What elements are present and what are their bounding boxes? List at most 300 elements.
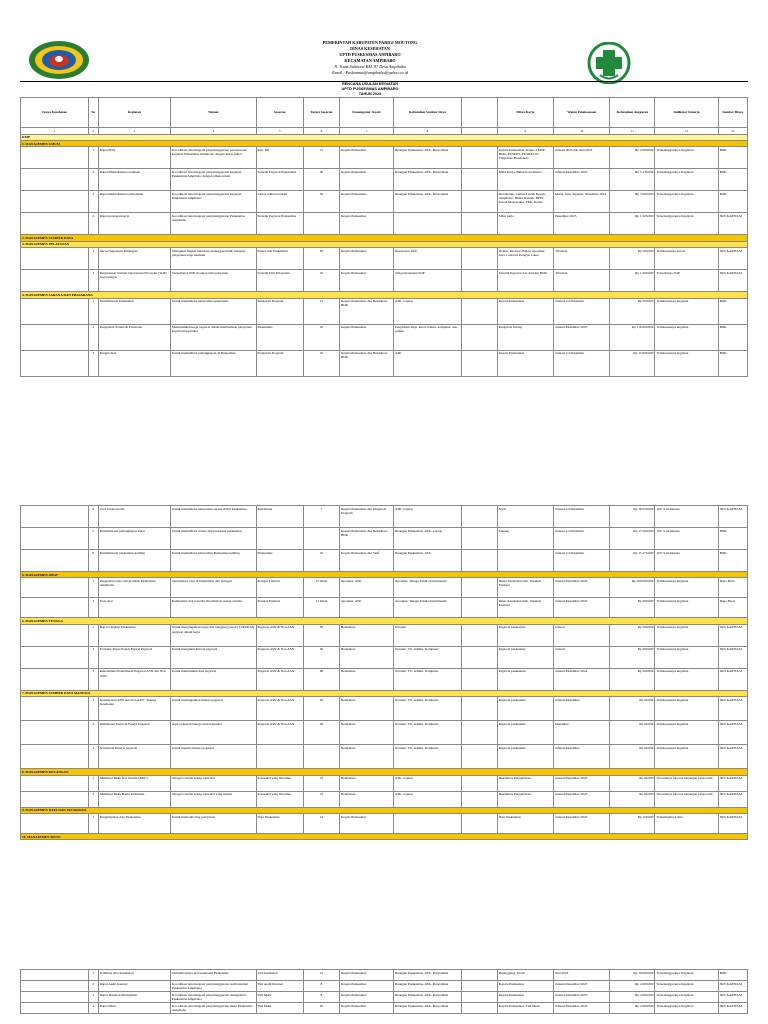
table-cell: Seluruh Pegawai Puskesmas (256, 213, 303, 235)
table-cell: Januari-Desember (554, 745, 610, 769)
table-cell: Kepala Puskesmas (339, 270, 393, 292)
table-body-page-2 (21, 506, 748, 840)
table-cell: Terselenggaranya Kegiatan (655, 1003, 718, 1014)
table-cell (461, 528, 497, 550)
table-cell: Mengukur tingkat kepuasan pelanggan untuk menjaga pelayanan tetap bermutu (170, 248, 256, 270)
table-cell: Januari-Desember 2023 (554, 813, 610, 833)
table-cell: Evaluasi Tugas Pokok Fungsi Pegawai (98, 646, 170, 668)
table-cell: Rapat Minilokakarya tribulanan (98, 191, 170, 213)
table-cell (461, 298, 497, 324)
table-cell: JKN KAPITASI (718, 248, 747, 270)
table-cell: Mitra kerja (497, 213, 553, 235)
table-cell: Notulen, TU, Admin, Komputer (394, 668, 462, 690)
section-title: 3. MANAJEMEN PELAYANAN (21, 241, 748, 247)
table-cell: Rp 500.000 (610, 248, 655, 270)
table-cell: Sebagai catatan setiap transaksi (170, 775, 256, 791)
table-cell: Kepala Puskesmas (497, 992, 553, 1003)
table-cell: Pemeliharaan puskesmas keliling (98, 550, 170, 572)
table-cell: Januari-Desember 2023 (554, 169, 610, 191)
table-cell: 2 (88, 128, 98, 134)
table-cell: Seluruh Unit Pelayanan (256, 270, 303, 292)
table-cell: Sebagai catatan setiap transaksi yang masuk (170, 791, 256, 807)
table-row (21, 1003, 748, 1014)
table-cell (461, 270, 497, 292)
table-cell: Rapat Lingkup Puskesmas (98, 624, 170, 646)
table-cell: 13 (718, 128, 747, 134)
column-header: Penanggung Jawab (339, 98, 393, 128)
table-cell: Koordinasi dan integrasi penyelenggaraan kegiatan Puskesmas Ampibabo dengan pihak terkait (170, 169, 256, 191)
table-cell: 3 (88, 350, 98, 376)
table-cell (21, 775, 89, 791)
table-cell: Kendaraan (256, 506, 303, 528)
table-cell: 2 (88, 324, 98, 350)
table-cell: Pegawai puskesmas (497, 624, 553, 646)
table-cell (21, 213, 89, 235)
table-cell: Kepala Puskesmas (339, 981, 393, 992)
table-cell: Terselenggaranya Kegiatan (655, 147, 718, 169)
table-cell: Terlaksananya kegiatan (655, 324, 718, 350)
table-cell: 1 (88, 298, 98, 324)
table-cell: Pegawai ASN & Non ASN (256, 624, 303, 646)
table-cell: Januari s/d Desember (554, 550, 610, 572)
section-title: 7. MANAJEMEN SUMBER DAYA MANUSIA (21, 690, 748, 696)
table-cell: Terselenggaranya Kegiatan (655, 191, 718, 213)
table-cell: Data Puskesmas (497, 813, 553, 833)
table-cell: ATK (394, 350, 462, 376)
section-title: 10. MANAJEMEN MUTU (21, 833, 748, 839)
letterhead-government: PEMERINTAH KABUPATEN PARIGI MOUTONG (322, 40, 418, 45)
table-cell: Penyusunan Standar Operasional Prosedur (SOP) bagi petugas (98, 270, 170, 292)
table-cell: 1 (88, 970, 98, 981)
document-title-main: RENCANA USULAN KEGIATAN (341, 82, 399, 86)
table-cell: 12 (303, 298, 339, 324)
table-cell: 8 (303, 981, 339, 992)
table-cell (461, 745, 497, 769)
table-cell: Notulen, TU, Admin, Komputer (394, 721, 462, 745)
table-cell: Rp 17.500.000 (610, 528, 655, 550)
table-cell: Pegawai puskesmas (497, 721, 553, 745)
table-cell (461, 646, 497, 668)
table-cell: Desember (554, 721, 610, 745)
table-cell: Kepala Puskesmas dan Pengelola Program (339, 506, 393, 528)
table-cell: Kep. KP (256, 147, 303, 169)
table-cell: Data Puskesmas (256, 813, 303, 833)
table-cell: Triwulan (554, 248, 610, 270)
table-cell: Januari-Desember 2023 (554, 598, 610, 618)
table-cell: Terlaksananya kegiatan (655, 668, 718, 690)
table-cell (461, 578, 497, 598)
table-cell: Seluruh Pegawai Puskesmas (256, 169, 303, 191)
table-cell: Sosialisasi Kinerja pegawai (98, 745, 170, 769)
table-cell: Kepala Puskesmas (339, 970, 393, 981)
table-row (21, 298, 748, 324)
table-row (21, 578, 748, 598)
table-cell: 1 (88, 147, 98, 169)
table-cell: Untuk meningkatkan kinerja pegawai (170, 697, 256, 721)
table-cell: Rapat persiapan kerja (98, 213, 170, 235)
table-cell: Rekonsiliasi Penerimaan Pegawai ASN dan Non ASN (98, 668, 170, 690)
table-cell (21, 791, 89, 807)
table-cell: Seluruh Pegawai dan Jejaring BOK (497, 270, 553, 292)
table-cell: 2 (88, 169, 98, 191)
table-row (21, 697, 748, 721)
table-cell: 1 (303, 506, 339, 528)
table-row (21, 213, 748, 235)
table-cell: JKN KAPITASI (718, 646, 747, 668)
table-cell (21, 721, 89, 745)
table-cell: 50 (303, 646, 339, 668)
table-cell: Bendahara (339, 697, 393, 721)
table-cell: 3 (88, 191, 98, 213)
table-cell: Bendahara (339, 624, 393, 646)
table-cell: Membuat Buku Bantu Pembantu (98, 791, 170, 807)
table-cell: Puskesmas (256, 550, 303, 572)
table-cell: Kepala Puskesmas (339, 169, 393, 191)
table-cell: Tercatatnya laporan keuangan yang tertib (655, 775, 718, 791)
table-cell: 7 (339, 128, 393, 134)
document-page-1 (0, 0, 768, 460)
table-cell: Kepala Puskesmas (339, 147, 393, 169)
table-cell (21, 992, 89, 1003)
table-cell: ATK, Laptop (394, 775, 462, 791)
health-cross-logo (584, 42, 634, 84)
section-title: 5. MANAJEMEN OBAT (21, 572, 748, 578)
table-cell: Rp 100.000.000 (610, 578, 655, 598)
table-cell: Untuk mengingatkan tugas dan tanggung jawab (TUPOKSI) pegawai dalam kerja (170, 624, 256, 646)
table-cell: Maret, Juni, Agustus, Desember 2023 (554, 191, 610, 213)
table-cell: Januari (554, 624, 610, 646)
table-cell: 3 (88, 668, 98, 690)
table-cell: 12 (655, 128, 718, 134)
table-cell: Terlaksananya kegiatan (655, 578, 718, 598)
table-cell: Notulen, TU, Admin, Komputer (394, 697, 462, 721)
table-cell (394, 213, 462, 235)
table-cell: Terlaksananya kegiatan (655, 350, 718, 376)
table-cell: Januari-Desember 2023 (554, 1003, 610, 1014)
table-row (21, 668, 748, 690)
table-cell: Koordinasi dan integrasi penyelenggaraan mutu Puskesmas Ampibabo (170, 1003, 256, 1014)
table-cell: Rp 1.500.000 (610, 270, 655, 292)
table-cell (21, 578, 89, 598)
table-cell: Mitra Kerja, Bidan Koordinator (497, 169, 553, 191)
table-cell (21, 270, 89, 292)
table-cell: Rp 7.000.000 (610, 191, 655, 213)
table-cell: Rp 5.130.000 (610, 169, 655, 191)
table-cell: Januari-Desember 2023 (554, 981, 610, 992)
table-cell (21, 697, 89, 721)
table-cell (461, 147, 497, 169)
table-cell (21, 147, 89, 169)
table-cell (21, 298, 89, 324)
table-cell: Lintas sektoral terkait (256, 191, 303, 213)
table-cell: Rp 2.000.000 (610, 147, 655, 169)
table-cell: Terselenggaranya Kegiatan (655, 970, 718, 981)
table-cell: Kepala Puskesmas dan Bendahara BOK (339, 528, 393, 550)
table-cell: Pegawai ASN & Non ASN (256, 721, 303, 745)
table-cell (394, 813, 462, 833)
table-cell: ATK, Laptop (394, 791, 462, 807)
activity-table-page-2 (20, 505, 748, 840)
table-cell: 10 (303, 270, 339, 292)
table-cell: JKN KAPITASI (718, 745, 747, 769)
table-cell: Ruangan Puskesmas, ATK (394, 550, 462, 572)
table-cell: Kebutuhan obat tersedia dan dikelola sesuai standar (170, 598, 256, 618)
table-cell: Dinas Kesehatan Kab. Instalasi Farmasi (497, 578, 553, 598)
table-cell: Terlaksananya kegiatan (655, 646, 718, 668)
table-cell: Triwulan (554, 270, 610, 292)
table-cell: Rp 110.000.000 (610, 324, 655, 350)
table-cell: Membuat Buku Kas Umum (BKU) (98, 775, 170, 791)
table-row (21, 813, 748, 833)
table-cell: Desember 2023 (554, 213, 610, 235)
table-cell: Kepala Puskesmas dan Staff (339, 550, 393, 572)
table-cell (461, 813, 497, 833)
table-cell: Kepala Puskesmas (339, 324, 393, 350)
table-cell: 50 (303, 169, 339, 191)
table-cell: Kepala Puskesmas dan Bendahara BOK (339, 350, 393, 376)
table-cell: 5 (88, 528, 98, 550)
table-cell (461, 324, 497, 350)
table-cell: JKN KAPITASI (718, 213, 747, 235)
table-cell: Terlaksananya kegiatan (655, 598, 718, 618)
table-cell: Pemeliharaan perlengkapan kerja (98, 528, 170, 550)
table-cell: Terlaksananya kegiatan (655, 745, 718, 769)
table-cell: Dana Pusat (718, 598, 747, 618)
table-cell: Rp 15.000.000 (610, 350, 655, 376)
table-cell: BOK (718, 169, 747, 191)
table-cell: Kepala Puskesmas (339, 1003, 393, 1014)
table-cell: BOK (718, 324, 747, 350)
table-cell: Terlaksananya kegiatan (655, 624, 718, 646)
table-cell: 40 (303, 697, 339, 721)
table-cell (461, 550, 497, 572)
section-title: 9. MANAJEMEN DATA DAN INFORMASI (21, 807, 748, 813)
table-cell: Kecamatan, Camat, Lurah, Kepala Ampibabo, Bidan Praktek, BPJS, Tokoh Masyarakat, PKK, Kader (497, 191, 553, 213)
table-cell: 9 (497, 128, 553, 134)
table-cell: Rp 2.000.000 (610, 981, 655, 992)
table-cell: Kepala Puskesmas (339, 992, 393, 1003)
table-cell: Rapat Minilokakarya bulanan (98, 169, 170, 191)
table-cell: 6 (88, 550, 98, 572)
table-cell: JKN KAPITASI (718, 813, 747, 833)
table-row (21, 324, 748, 350)
table-cell: Kepala Puskesmas (497, 350, 553, 376)
column-header: Mitra Kerja (497, 98, 553, 128)
table-cell: Rapat Tinjauan Manajemen (98, 992, 170, 1003)
table-cell: Ruangan Puskesmas, ATK, Penyediaan (394, 147, 462, 169)
letterhead-unit: UPTD PUSKESMAS ANPIBARO (339, 52, 401, 57)
table-cell: Pengelola Program (256, 350, 303, 376)
table-cell: Tersedianya SOP di setiap unit pelayanan (170, 270, 256, 292)
table-cell: Bendahara (339, 745, 393, 769)
table-cell: Januari-Desember 2023 (554, 578, 610, 598)
table-cell: Terlaksananya survei (655, 248, 718, 270)
table-cell: JKN KAPITASI (718, 981, 747, 992)
table-cell: Kepala Puskesmas (339, 813, 393, 833)
table-cell (21, 1003, 89, 1014)
table-cell: BOK (718, 350, 747, 376)
table-cell: Untuk memelihara perlengkapan di Puskesmas (170, 350, 256, 376)
table-cell: Pegawai ASN & Non ASN (256, 646, 303, 668)
table-cell: Januari s/d Desember (554, 528, 610, 550)
table-cell: Koordinasi dan integrasi penyelenggaraan audit internal Puskesmas Ampibabo (170, 981, 256, 992)
activity-table (20, 97, 748, 377)
table-cell: Koordinasi dan integrasi penyelenggaraan kegiatan Puskesmas Ampibabo (170, 191, 256, 213)
table-cell: Rp 500.000 (610, 624, 655, 646)
table-cell: Rp 10.000.000 (610, 970, 655, 981)
table-cell: Bendahara (339, 721, 393, 745)
table-cell: 1 (21, 128, 89, 134)
table-cell: Kesempatan ASN dan Non ASN / Tenaga Kesehatan (98, 697, 170, 721)
table-cell: Rp 2.000.000 (610, 1003, 655, 1014)
table-cell: Rp 90.000 (610, 775, 655, 791)
table-cell: 1 (88, 624, 98, 646)
table-row (21, 248, 748, 270)
table-cell (461, 350, 497, 376)
table-row (21, 624, 748, 646)
table-cell: Pengumpulan data Puskesmas (98, 813, 170, 833)
table-cell: Transaksi yang Diterima (256, 775, 303, 791)
document-title-year: TAHUN 2023 (358, 92, 382, 96)
table-cell: Memudahkan kerja pegawai dalam memberikan pelayanan kepada masyarakat (170, 324, 256, 350)
table-cell: Terselenggaranya Kegiatan (655, 213, 718, 235)
table-cell: Tersedianya SOP (655, 270, 718, 292)
table-cell: Pengelolaan (98, 350, 170, 376)
column-header: Waktu Pelaksanaan (554, 98, 610, 128)
table-cell: JKN KAPITASI (718, 668, 747, 690)
table-cell: Koordinasi dan integrasi penyelenggaraan perencanaan kegiatan Puskesmas Ampibabo dengan lintas sektor (170, 147, 256, 169)
table-cell: Januari s/d Desember (554, 506, 610, 528)
table-cell: Rapat POA (98, 147, 170, 169)
table-cell: JKN KAPITASI (718, 1003, 747, 1014)
column-header: Kebutuhan Anggaran (610, 98, 655, 128)
table-cell: Pemeliharaan Puskesmas (98, 298, 170, 324)
table-cell: 3 (98, 128, 170, 134)
table-cell: Rp 16.250.000 (610, 506, 655, 528)
table-cell: Juni 2023 (554, 970, 610, 981)
table-cell: Rp 500.000 (610, 598, 655, 618)
table-cell (461, 191, 497, 213)
table-cell: Januari-Desember 2023 (554, 775, 610, 791)
letterhead-address: Jl. Trans Sulawesi KM. 97 Desa Ampibabo (333, 64, 407, 69)
table-cell (21, 506, 89, 528)
column-header: Kegiatan (98, 98, 170, 128)
table-cell: Rp 500.000 (610, 646, 655, 668)
table-cell (461, 721, 497, 745)
table-cell: Pegawai puskesmas (497, 668, 553, 690)
table-cell: Pegawai ASN & Non ASN (256, 697, 303, 721)
table-cell: 12 bulan (303, 598, 339, 618)
table-cell: Tersedianya obat di Puskesmas dan jaringan (170, 578, 256, 598)
table-row (21, 350, 748, 376)
table-cell: Terlaksananya kegiatan (655, 697, 718, 721)
table-cell (461, 697, 497, 721)
table-cell: JKN KAPITASI (718, 697, 747, 721)
table-cell: 12 (303, 775, 339, 791)
table-cell (461, 169, 497, 191)
table-cell: Pegawai puskesmas (497, 697, 553, 721)
section-title: 4. MANAJEMEN SARANA DAN PRASARANA (21, 292, 748, 298)
column-header: Kebutuhan Sumber Daya (394, 98, 462, 128)
table-cell: 40 (303, 721, 339, 745)
table-cell: Kepala Puskesmas (339, 213, 393, 235)
table-cell: Januari s/d Desember (554, 298, 610, 324)
table-cell (21, 598, 89, 618)
section-title: 8. MANAJEMEN KEUANGAN (21, 769, 748, 775)
table-cell: Untuk memelihara kebersihan Puskesmas keliling (170, 550, 256, 572)
letterhead-agency: DINAS KESEHATAN (350, 46, 390, 51)
table-cell: Rp 150.000 (610, 813, 655, 833)
table-cell: 12 (303, 791, 339, 807)
table-cell: 1 (88, 697, 98, 721)
table-row (21, 169, 748, 191)
table-cell: ATK, Laptop (394, 298, 462, 324)
table-cell: Bendahara Pengeluaran (497, 791, 553, 807)
column-header: Target Sasaran (303, 98, 339, 128)
table-cell: 60 (303, 668, 339, 690)
table-cell: 10 (303, 350, 339, 376)
table-cell (21, 745, 89, 769)
table-cell: JKN KAPITASI (718, 721, 747, 745)
table-cell: Bendahara (339, 646, 393, 668)
table-cell (21, 324, 89, 350)
table-cell (461, 213, 497, 235)
table-cell (303, 213, 339, 235)
table-cell: Pengelola Program (256, 298, 303, 324)
table-cell: Ruangan Puskesmas, ATK, Penyediaan (394, 970, 462, 981)
table-cell (461, 791, 497, 807)
table-cell: Survei Kepuasan Pelanggan (98, 248, 170, 270)
table-cell: 4 (170, 128, 256, 134)
table-cell (21, 248, 89, 270)
table-cell: 4 (88, 213, 98, 235)
table-cell: Kepala Puskesmas, Kapus 2 MTP BOK, PUSKES, PUSKES PJ Tingkatan, Bendahara (497, 147, 553, 169)
table-cell: Rp 500.000 (610, 298, 655, 324)
table-cell: Apoteker, ATK (339, 598, 393, 618)
table-row (21, 981, 748, 992)
table-cell: 2 (88, 270, 98, 292)
table-cell: Rapat Audit Internal (98, 981, 170, 992)
table-cell: 2 (88, 646, 98, 668)
table-cell (303, 745, 339, 769)
table-cell: ATK, Laptop (394, 506, 462, 528)
activity-table-page-1 (20, 97, 748, 377)
table-cell (21, 169, 89, 191)
table-cell: 3 (88, 745, 98, 769)
table-cell: Januari-Desember (554, 697, 610, 721)
table-cell (256, 745, 303, 769)
document-title (280, 82, 460, 97)
table-cell: Untuk mengukur kinerja pegawai (170, 646, 256, 668)
table-cell: Pembinaan Tugas & Fungsi Pegawai (98, 721, 170, 745)
table-cell (461, 992, 497, 1003)
table-cell (21, 350, 89, 376)
table-cell: Januari (554, 646, 610, 668)
section-row (21, 833, 748, 839)
table-cell (461, 1003, 497, 1014)
table-row (21, 970, 748, 981)
table-cell: Cuci sarana mobil (98, 506, 170, 528)
table-row (21, 775, 748, 791)
table-cell: 10 (303, 550, 339, 572)
table-row (21, 506, 748, 528)
table-cell: Untuk memastikan data pegawai (170, 668, 256, 690)
table-cell: 2 (88, 791, 98, 807)
table-cell: 2 (88, 981, 98, 992)
district-emblem-logo (28, 40, 90, 80)
table-cell: 20 (303, 248, 339, 270)
table-cell (21, 646, 89, 668)
